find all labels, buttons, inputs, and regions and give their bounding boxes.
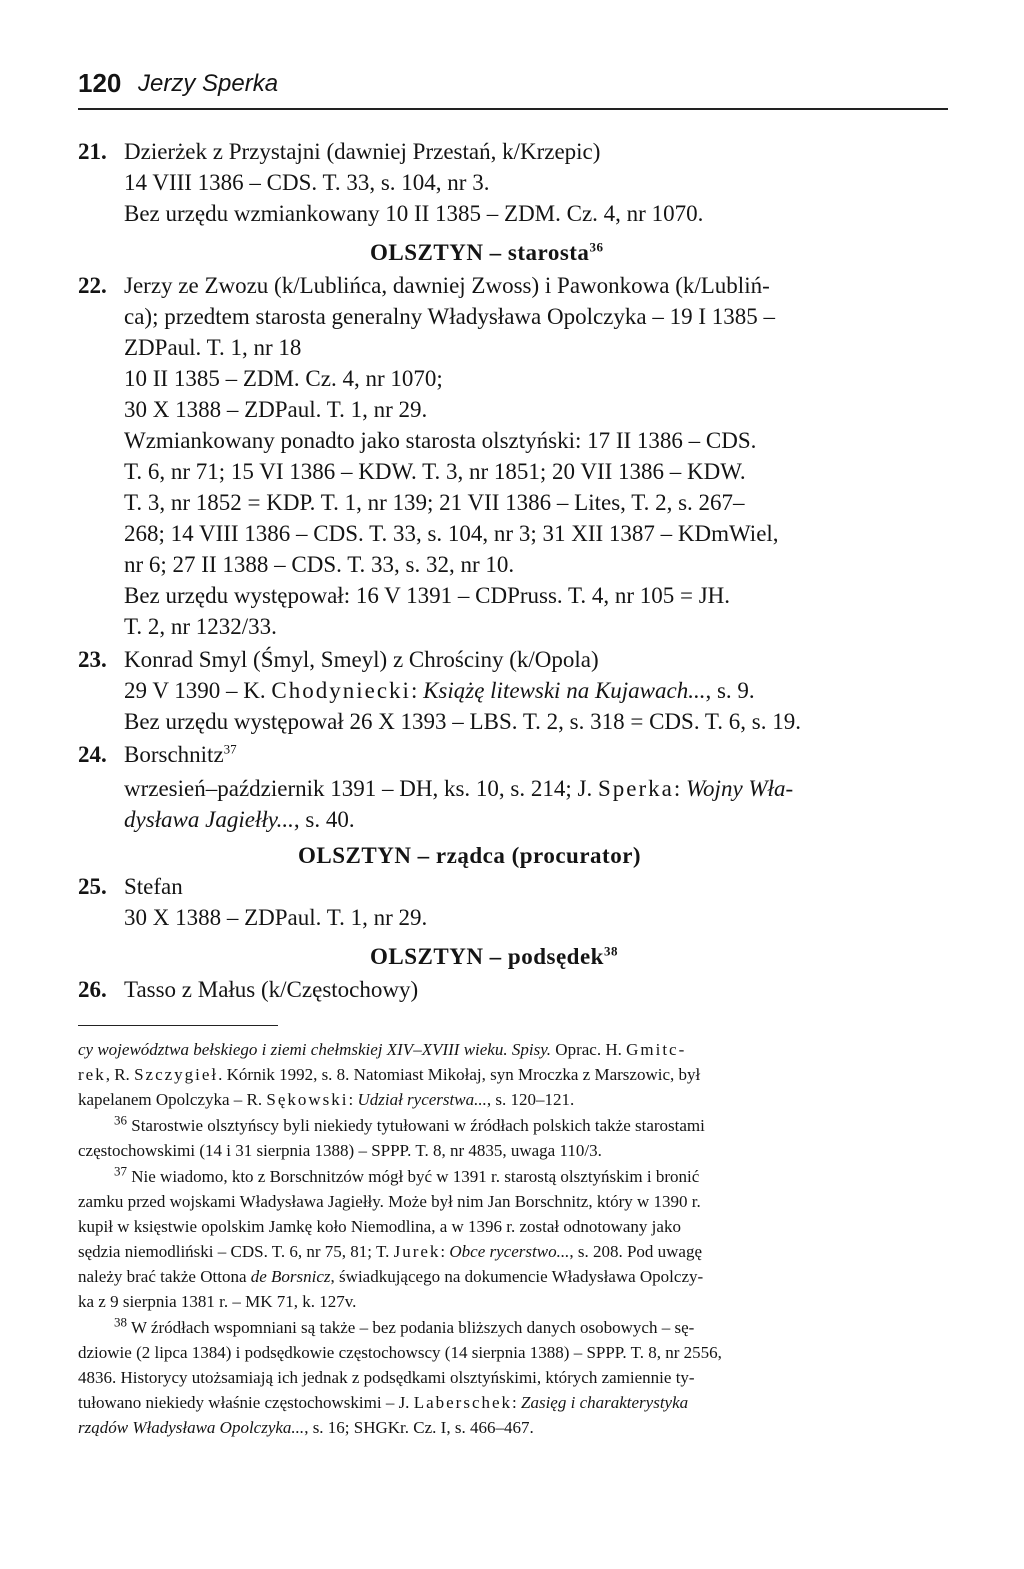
author-name: Szczygieł	[134, 1065, 219, 1084]
section-heading	[298, 841, 641, 871]
footnote-line	[114, 1114, 705, 1138]
footnote-divider	[78, 1025, 278, 1026]
text-run: należy brać także Ottona	[78, 1267, 251, 1286]
footnote-line: kupił w księstwie opolskim Jamkę koło Niemodlina, a w 1396 r. został odnotowany jako	[78, 1217, 681, 1236]
page-number: 120	[78, 68, 122, 98]
footnote-marker: 36	[114, 1112, 127, 1128]
section-heading	[370, 942, 618, 972]
entry-text: ca); przedtem starosta generalny Władysława Opolczyka – 19 I 1385 –	[124, 304, 776, 329]
footnote-line: częstochowskimi (14 i 31 sierpnia 1388) – SPPP. T. 8, nr 4835, uwaga 110/3.	[78, 1141, 602, 1160]
section-title: OLSZTYN – rządca (procurator)	[298, 843, 642, 868]
text-run: sędzia niemodliński – CDS. T. 6, nr 75, 81; T.	[78, 1242, 394, 1261]
text-run: , s. 208. Pod uwagę	[569, 1242, 703, 1261]
text-run: Starostwie olsztyńscy byli niekiedy tytułowani w źródłach polskich także starostami	[127, 1116, 705, 1135]
entry-text: T. 6, nr 71; 15 VI 1386 – KDW. T. 3, nr 1851; 20 VII 1386 – KDW.	[124, 459, 746, 484]
text-run: , R.	[105, 1065, 135, 1084]
author-name: rek	[78, 1065, 106, 1084]
entry-text: 30 X 1388 – ZDPaul. T. 1, nr 29.	[124, 905, 428, 930]
text-run: :	[512, 1393, 522, 1412]
entry-text: Bez urzędu wzmiankowany 10 II 1385 – ZDM. Cz. 4, nr 1070.	[124, 201, 704, 226]
entry-number: 26.	[78, 977, 107, 1002]
book-title: dysława Jagiełły...	[124, 807, 294, 832]
footnote-line	[78, 1038, 686, 1062]
person-name: de Borsnicz	[250, 1267, 331, 1286]
book-title: rządów Władysława Opolczyka...	[78, 1418, 305, 1437]
author-name: Laberschek	[413, 1393, 513, 1412]
footnote-marker: 38	[114, 1314, 127, 1330]
author-name: Gmitc-	[626, 1040, 687, 1059]
entry-text: T. 2, nr 1232/33.	[124, 614, 277, 639]
section-title: OLSZTYN – starosta	[370, 240, 590, 265]
entry-text: Stefan	[124, 874, 183, 899]
entry-text: 10 II 1385 – ZDM. Cz. 4, nr 1070;	[124, 366, 443, 391]
book-title: Zasięg i charakterystyka	[521, 1393, 689, 1412]
book-title: Książę litewski na Kujawach...	[423, 678, 706, 703]
text-run: , s. 120–121.	[486, 1090, 575, 1109]
footnote-line	[114, 1316, 694, 1340]
text-run: :	[410, 678, 424, 703]
footnote-line	[78, 1416, 534, 1440]
author-name: Sperka	[597, 776, 674, 801]
footnote-line: 4836. Historycy utożsamiają ich jednak z podsędkami olsztyńskimi, których zamiennie ty-	[78, 1368, 695, 1387]
entry-text	[124, 676, 755, 706]
text-run: W źródłach wspomniani są także – bez podania bliższych danych osobowych – sę-	[127, 1318, 695, 1337]
text-run: :	[348, 1090, 358, 1109]
text-run: 29 V 1390 – K.	[124, 678, 272, 703]
footnote-line	[78, 1063, 700, 1087]
text-run: , s. 40.	[293, 807, 355, 832]
running-title: Jerzy Sperka	[138, 70, 279, 97]
entry-text	[124, 805, 355, 835]
entry-text	[124, 740, 237, 770]
text-run: :	[440, 1242, 450, 1261]
text-run: tułowano niekiedy właśnie częstochowskimi – J.	[78, 1393, 414, 1412]
entry-text: 30 X 1388 – ZDPaul. T. 1, nr 29.	[124, 397, 428, 422]
text-run: Oprac. H.	[551, 1040, 627, 1059]
text-run: Nie wiadomo, kto z Borschnitzów mógł być w 1391 r. starostą olsztyńskim i bronić	[127, 1167, 700, 1186]
text-run: , s. 16; SHGKr. Cz. I, s. 466–467.	[304, 1418, 534, 1437]
text-run: . Kórnik 1992, s. 8. Natomiast Mikołaj, syn Mroczka z Marszowic, był	[218, 1065, 701, 1084]
entry-text	[124, 774, 793, 804]
entry-number: 21.	[78, 139, 107, 164]
footnote-line: ka z 9 sierpnia 1381 r. – MK 71, k. 127v.	[78, 1292, 357, 1311]
text-run: , świadkującego na dokumencie Władysława Opolczy-	[330, 1267, 704, 1286]
entry-number: 23.	[78, 647, 107, 672]
page-header	[78, 68, 948, 110]
footnote-line	[78, 1265, 703, 1289]
footnote-line: dziowie (2 lipca 1384) i podsędkowie częstochowscy (14 sierpnia 1388) – SPPP. T. 8, nr 2556,	[78, 1343, 722, 1362]
text-run: , s. 9.	[705, 678, 755, 703]
footnote-line	[78, 1240, 702, 1264]
entry-text: ZDPaul. T. 1, nr 18	[124, 335, 302, 360]
text-run: kapelanem Opolczyka – R.	[78, 1090, 267, 1109]
text-run: wrzesień–październik 1391 – DH, ks. 10, s. 214; J.	[124, 776, 598, 801]
book-title: Obce rycerstwo...	[449, 1242, 570, 1261]
entry-text: Dzierżek z Przystajni (dawniej Przestań, k/Krzepic)	[124, 139, 601, 164]
book-title: Wojny Wła-	[686, 776, 794, 801]
footnote-ref: 36	[589, 239, 604, 255]
entry-text: Bez urzędu występował: 16 V 1391 – CDPruss. T. 4, nr 105 = JH.	[124, 583, 731, 608]
entry-text: Konrad Smyl (Śmyl, Smeyl) z Chrościny (k/Opola)	[124, 647, 599, 672]
entry-text: Wzmiankowany ponadto jako starosta olsztyński: 17 II 1386 – CDS.	[124, 428, 757, 453]
footnote-line: zamku przed wojskami Władysława Jagiełły. Może był nim Jan Borschnitz, który w 1390 r.	[78, 1192, 701, 1211]
entry-text: 14 VIII 1386 – CDS. T. 33, s. 104, nr 3.	[124, 170, 490, 195]
footnote-marker: 37	[114, 1163, 127, 1179]
section-heading	[370, 238, 603, 268]
entry-text: Tasso z Małus (k/Częstochowy)	[124, 977, 419, 1002]
entry-number: 22.	[78, 273, 107, 298]
entry-text: nr 6; 27 II 1388 – CDS. T. 33, s. 32, nr 10.	[124, 552, 515, 577]
footnote-line	[78, 1391, 688, 1415]
author-name: Sękowski	[266, 1090, 349, 1109]
entry-name: Borschnitz	[124, 742, 224, 767]
section-title: OLSZTYN – podsędek	[370, 944, 604, 969]
entry-text: Bez urzędu występował 26 X 1393 – LBS. T. 2, s. 318 = CDS. T. 6, s. 19.	[124, 709, 801, 734]
entry-text: Jerzy ze Zwozu (k/Lublińca, dawniej Zwoss) i Pawonkowa (k/Lubliń-	[124, 273, 770, 298]
entry-text: T. 3, nr 1852 = KDP. T. 1, nr 139; 21 VII 1386 – Lites, T. 2, s. 267–	[124, 490, 745, 515]
footnote-line	[114, 1165, 699, 1189]
author-name: Chodyniecki	[271, 678, 411, 703]
entry-text: 268; 14 VIII 1386 – CDS. T. 33, s. 104, nr 3; 31 XII 1387 – KDmWiel,	[124, 521, 779, 546]
text-run: :	[673, 776, 686, 801]
entry-number: 25.	[78, 874, 107, 899]
entry-number: 24.	[78, 742, 107, 767]
footnote-line	[78, 1088, 574, 1112]
author-name: Jurek	[393, 1242, 441, 1261]
book-title: Udział rycerstwa...	[357, 1090, 487, 1109]
book-title: cy województwa bełskiego i ziemi chełmskiej XIV–XVIII wieku. Spisy.	[78, 1040, 552, 1059]
footnote-ref: 38	[603, 943, 618, 959]
footnote-ref: 37	[223, 741, 237, 757]
